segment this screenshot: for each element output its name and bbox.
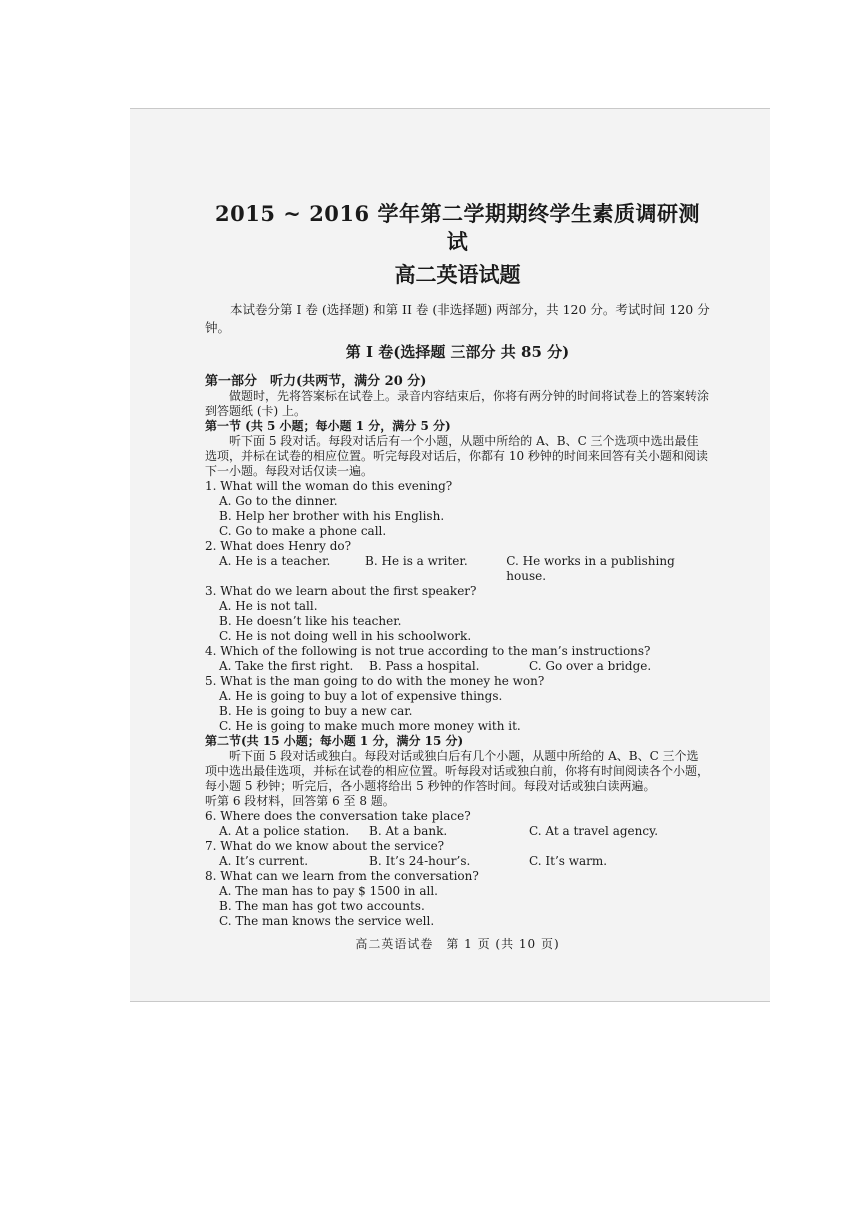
- question: 7. What do we know about the service?: [205, 839, 445, 853]
- part-instruction: 做题时，先将答案标在试卷上。录音内容结束后，你将有两分钟的时间将试卷上的答案转涂到答题纸 (卡) 上。: [205, 389, 710, 418]
- option: A. The man has to pay $ 1500 in all.: [219, 884, 438, 898]
- exam-title: 2015 ~ 2016 学年第二学期期终学生素质调研测试: [215, 201, 700, 254]
- section-instruction: 听下面 5 段对话或独白。每段对话或独白后有几个小题，从题中所给的 A、B、C 三个选项中选出最佳选项，并标在试卷的相应位置。听每段对话或独白前，你将有时间阅读各个小题，每小题 5 秒钟；听完后，各小题将给出 5 秒钟的作答时间。每段对话或独白读两遍。: [205, 749, 710, 793]
- material-note: 听第 6 段材料，回答第 6 至 8 题。: [205, 794, 395, 808]
- exam-subtitle: 高二英语试题: [394, 262, 521, 287]
- option: C. Go to make a phone call.: [219, 524, 387, 538]
- question: 4. Which of the following is not true according to the man’s instructions?: [205, 644, 651, 658]
- question: 5. What is the man going to do with the money he won?: [205, 674, 545, 688]
- question: 8. What can we learn from the conversation?: [205, 869, 479, 883]
- option: B. He is a writer.: [365, 554, 468, 568]
- option: C. The man knows the service well.: [219, 914, 435, 928]
- option: C. It’s warm.: [529, 854, 608, 868]
- option: C. At a travel agency.: [529, 824, 659, 838]
- option: A. He is going to buy a lot of expensive things.: [219, 689, 503, 703]
- question: 3. What do we learn about the first speaker?: [205, 584, 477, 598]
- option: A. Go to the dinner.: [219, 494, 338, 508]
- option: B. He doesn’t like his teacher.: [219, 614, 402, 628]
- page-footer: 高二英语试卷 第 1 页 (共 10 页): [355, 937, 560, 951]
- option-row: [219, 554, 710, 584]
- option-row: [219, 659, 710, 674]
- option: A. He is a teacher.: [219, 554, 331, 568]
- option: C. Go over a bridge.: [529, 659, 652, 673]
- option: B. Pass a hospital.: [369, 659, 480, 673]
- question: 1. What will the woman do this evening?: [205, 479, 453, 493]
- option: B. The man has got two accounts.: [219, 899, 425, 913]
- question: 6. Where does the conversation take place?: [205, 809, 471, 823]
- volume-heading: 第 I 卷(选择题 三部分 共 85 分): [345, 343, 570, 361]
- option-row: [219, 854, 710, 869]
- option: B. At a bank.: [369, 824, 448, 838]
- exam-content: [205, 200, 710, 952]
- option: B. Help her brother with his English.: [219, 509, 445, 523]
- part-heading: 第一部分 听力(共两节，满分 20 分): [205, 374, 427, 389]
- option: A. It’s current.: [219, 854, 309, 868]
- exam-intro: 本试卷分第 I 卷 (选择题) 和第 II 卷 (非选择题) 两部分，共 120 分。考试时间 120 分钟。: [205, 302, 710, 335]
- option: C. He is not doing well in his schoolwork.: [219, 629, 472, 643]
- option-row: [219, 824, 710, 839]
- section-heading: 第二节(共 15 小题；每小题 1 分，满分 15 分): [205, 734, 464, 748]
- option: C. He works in a publishing house.: [506, 554, 675, 583]
- option: B. He is going to buy a new car.: [219, 704, 413, 718]
- section-instruction: 听下面 5 段对话。每段对话后有一个小题，从题中所给的 A、B、C 三个选项中选出最佳选项，并标在试卷的相应位置。听完每段对话后，你都有 10 秒钟的时间来回答有关小题和阅读下一小题。每段对话仅读一遍。: [205, 434, 708, 478]
- section-heading: 第一节 (共 5 小题；每小题 1 分，满分 5 分): [205, 419, 451, 433]
- option: B. It’s 24-hour’s.: [369, 854, 471, 868]
- option: A. At a police station.: [219, 824, 350, 838]
- option: C. He is going to make much more money with it.: [219, 719, 521, 733]
- option: A. Take the first right.: [219, 659, 354, 673]
- question: 2. What does Henry do?: [205, 539, 352, 553]
- option: A. He is not tall.: [219, 599, 318, 613]
